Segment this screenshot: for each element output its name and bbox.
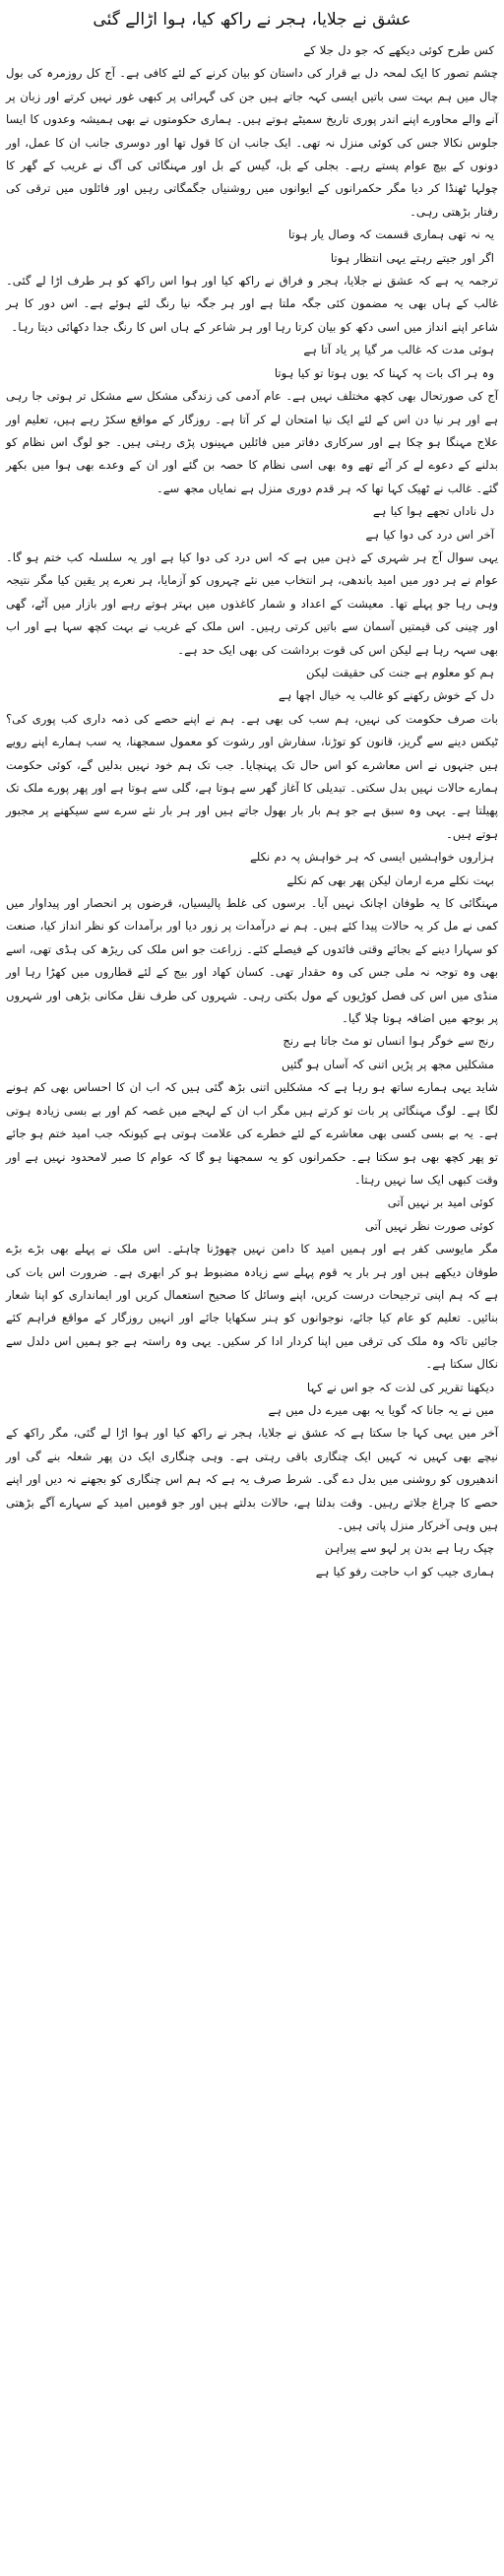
article-paragraph: ترجمہ یہ ہے کہ عشق نے جلایا، ہجر و فراق نے راکھ کیا اور ہوا اس راکھ کو ہر طرف اڑا لے گئی۔ غالب کے ہاں بھی یہ مضمون کئی جگہ ملتا ہے اور ہر جگہ نیا رنگ لئے ہوئے ہے۔ اس دور کا ہر شاعر اپنے انداز میں اسی دکھ کو بیان کرتا رہا اور ہر شاعر کے ہاں اس کا رنگ جدا دکھائی دیتا رہا۔ <box>6 274 498 334</box>
poetry-verse: ہم کو معلوم ہے جنت کی حقیقت لیکن <box>306 665 494 679</box>
article-paragraph: بات صرف حکومت کی نہیں، ہم سب کی بھی ہے۔ ہم نے اپنے حصے کی ذمہ داری کب پوری کی؟ ٹیکس دینے سے گریز، قانون کو توڑنا، سفارش اور رشوت کو معمول سمجھنا، یہ سب ہمارے اپنے رویے ہیں جنہوں نے اس معاشرے کو اس حال تک پہنچایا۔ جب تک ہم خود نہیں بدلیں گے، کوئی حکومت ہمارے حالات نہیں بدل سکتی۔ تبدیلی کا آغاز گھر سے ہوتا ہے، گلی سے ہوتا ہے اور پھر پورے ملک تک پھیلتا ہے۔ یہی وہ سبق ہے جو ہم بار بار بھول جاتے ہیں اور ہر بار نئے سرے سے سیکھنے پر مجبور ہوتے ہیں۔ <box>6 711 498 841</box>
article-paragraph: مگر مایوسی کفر ہے اور ہمیں امید کا دامن نہیں چھوڑنا چاہئے۔ اس ملک نے پہلے بھی بڑے بڑے طوفان دیکھے ہیں اور ہر بار یہ قوم پہلے سے زیادہ مضبوط ہو کر ابھری ہے۔ ضرورت اس بات کی ہے کہ ہم اپنی ترجیحات درست کریں، اپنے وسائل کا صحیح استعمال کریں اور ایمانداری کو اپنا شعار بنائیں۔ تعلیم کو عام کیا جائے، نوجوانوں کو ہنر سکھایا جائے اور انہیں روزگار کے مواقع فراہم کئے جائیں تاکہ وہ ملک کی ترقی میں اپنا کردار ادا کر سکیں۔ یہی وہ راستہ ہے جو ہمیں اس دلدل سے نکال سکتا ہے۔ <box>6 1242 498 1372</box>
poetry-verse: اگر اور جیتے رہتے یہی انتظار ہوتا <box>330 250 494 265</box>
article-paragraph: شاید یہی ہمارے ساتھ ہو رہا ہے کہ مشکلیں اتنی بڑھ گئی ہیں کہ اب ان کا احساس بھی کم ہونے لگا ہے۔ لوگ مہنگائی پر بات تو کرتے ہیں مگر اب ان کے لہجے میں غصہ کم اور بے بسی زیادہ ہوتی ہے۔ یہ بے بسی کسی بھی معاشرے کے لئے خطرے کی علامت ہوتی ہے کیونکہ جب امید ختم ہو جائے تو پھر کچھ بھی ہو سکتا ہے۔ حکمرانوں کو یہ سمجھنا ہو گا کہ عوام کا صبر لامحدود نہیں ہے اور وقت کبھی ایک سا نہیں رہتا۔ <box>6 1080 498 1187</box>
poetry-verse: رنج سے خوگر ہوا انساں تو مٹ جاتا ہے رنج <box>283 1034 494 1049</box>
article-headline: عشق نے جلایا، ہجر نے راکھ کیا، ہوا اڑالے گئی <box>93 10 411 30</box>
poetry-verse: کوئی امید بر نہیں آتی <box>387 1195 494 1210</box>
poetry-verse: دل کے خوش رکھنے کو غالب یہ خیال اچھا ہے <box>278 688 494 703</box>
poetry-verse: مشکلیں مجھ پر پڑیں اتنی کہ آساں ہو گئیں <box>282 1057 494 1071</box>
poetry-verse: ہوئی مدت کہ غالب مر گیا پر یاد آتا ہے <box>303 343 494 357</box>
poetry-verse: وہ ہر اک بات پہ کہنا کہ یوں ہوتا تو کیا ہوتا <box>274 365 494 380</box>
poetry-verse: کوئی صورت نظر نہیں آتی <box>364 1218 494 1233</box>
poetry-verse: ہزاروں خواہشیں ایسی کہ ہر خواہش پہ دم نکلے <box>250 850 494 865</box>
poetry-verse: دل ناداں تجھے ہوا کیا ہے <box>372 504 494 519</box>
poetry-verse: آخر اس درد کی دوا کیا ہے <box>365 527 494 542</box>
poetry-verse: چپک رہا ہے بدن پر لہو سے پیراہن <box>324 1541 494 1556</box>
poetry-verse: دیکھنا تقریر کی لذت کہ جو اس نے کہا <box>306 1380 494 1394</box>
poetry-verse: یہ نہ تھی ہماری قسمت کہ وصال یار ہوتا <box>287 227 494 242</box>
article-paragraph: چشم تصور کا ایک لمحہ دل بے قرار کی داستان کو بیان کرنے کے لئے کافی ہے۔ آج کل روزمرہ کی بول چال میں ہم بہت سی باتیں ایسی کہہ جاتے ہیں جن کی گہرائی پر کبھی غور نہیں کرتے اور زبان پر آنے والے محاورے اپنے اندر پوری تاریخ سمیٹے ہوتے ہیں۔ ہماری حکومتوں نے بھی ہمیشہ وعدوں کا ایسا جلوس نکالا جس کی کوئی منزل نہ تھی۔ ایک جانب ان کا قول تھا اور دوسری جانب ان کا عمل، اور دونوں کے بیچ عوام پستے رہے۔ بجلی کے بل، گیس کے بل اور مہنگائی کی آگ نے غریب کے گھر کا چولہا ٹھنڈا کر دیا مگر حکمرانوں کے ایوانوں میں روشنیاں جگمگاتی رہیں اور فائلوں میں ترقی کی رفتار بڑھتی رہی۔ <box>6 66 498 219</box>
poetry-verse: میں نے یہ جانا کہ گویا یہ بھی میرے دل میں ہے <box>268 1402 494 1417</box>
article-body <box>6 39 498 1583</box>
poetry-verse: کس طرح کوئی دیکھے کہ جو دل جلا کے <box>303 43 494 57</box>
poetry-verse: ہماری جیب کو اب حاجت رفو کیا ہے <box>315 1564 494 1578</box>
article-paragraph: آخر میں یہی کہا جا سکتا ہے کہ عشق نے جلایا، ہجر نے راکھ کیا اور ہوا اڑا لے گئی، مگر راکھ کے نیچے بھی کہیں نہ کہیں ایک چنگاری باقی رہتی ہے۔ وہی چنگاری ایک دن پھر شعلہ بنے گی اور اندھیروں کو روشنی میں بدل دے گی۔ شرط صرف یہ ہے کہ ہم اس چنگاری کو بجھنے نہ دیں اور اپنے حصے کا چراغ جلاتے رہیں۔ وقت بدلتا ہے، حالات بدلتے ہیں اور جو قومیں امید کے سہارے آگے بڑھتی ہیں وہی آخرکار منزل پاتی ہیں۔ <box>6 1426 498 1532</box>
article-paragraph: آج کی صورتحال بھی کچھ مختلف نہیں ہے۔ عام آدمی کی زندگی مشکل سے مشکل تر ہوتی جا رہی ہے اور ہر نیا دن اس کے لئے ایک نیا امتحان لے کر آتا ہے۔ روزگار کے مواقع سکڑ رہے ہیں، تعلیم اور علاج مہنگا ہو چکا ہے اور سرکاری دفاتر میں فائلیں مہینوں پڑی رہتی ہیں۔ جو لوگ اس نظام کو بدلنے کے دعوے لے کر آئے تھے وہ بھی اسی نظام کا حصہ بن گئے اور ان کے وعدے بھی ہوا میں بکھر گئے۔ غالب نے ٹھیک کہا تھا کہ ہر قدم دوری منزل ہے نمایاں مجھ سے۔ <box>6 389 498 495</box>
article-paragraph: مہنگائی کا یہ طوفان اچانک نہیں آیا۔ برسوں کی غلط پالیسیاں، قرضوں پر انحصار اور پیداوار میں کمی نے مل کر یہ حالات پیدا کئے ہیں۔ ہم نے درآمدات پر زور دیا اور برآمدات کو نظر انداز کیا، صنعت کو سہارا دینے کے بجائے وقتی فائدوں کے فیصلے کئے۔ زراعت جو اس ملک کی ریڑھ کی ہڈی تھی، اسے بھی وہ توجہ نہ ملی جس کی وہ حقدار تھی۔ کسان کھاد اور بیج کے لئے قطاروں میں کھڑا رہا اور منڈی میں اس کی فصل کوڑیوں کے مول بکتی رہی۔ شہروں کی طرف نقل مکانی بڑھی اور شہروں پر بوجھ میں اضافہ ہوتا چلا گیا۔ <box>6 896 498 1026</box>
article-paragraph: یہی سوال آج ہر شہری کے ذہن میں ہے کہ اس درد کی دوا کیا ہے اور یہ سلسلہ کب ختم ہو گا۔ عوام نے ہر دور میں امید باندھی، ہر انتخاب میں نئے چہروں کو آزمایا، ہر نعرے پر یقین کیا مگر نتیجہ وہی رہا جو پہلے تھا۔ معیشت کے اعداد و شمار کاغذوں میں بہتر ہوتے رہے اور بازار میں آٹے، گھی اور چینی کی قیمتیں آسمان سے باتیں کرتی رہیں۔ اس ملک کے غریب نے بہت کچھ سہا ہے اور اب بھی سہہ رہا ہے لیکن اس کی قوت برداشت کی بھی ایک حد ہے۔ <box>6 549 498 657</box>
poetry-verse: بہت نکلے مرے ارمان لیکن پھر بھی کم نکلے <box>286 872 494 887</box>
